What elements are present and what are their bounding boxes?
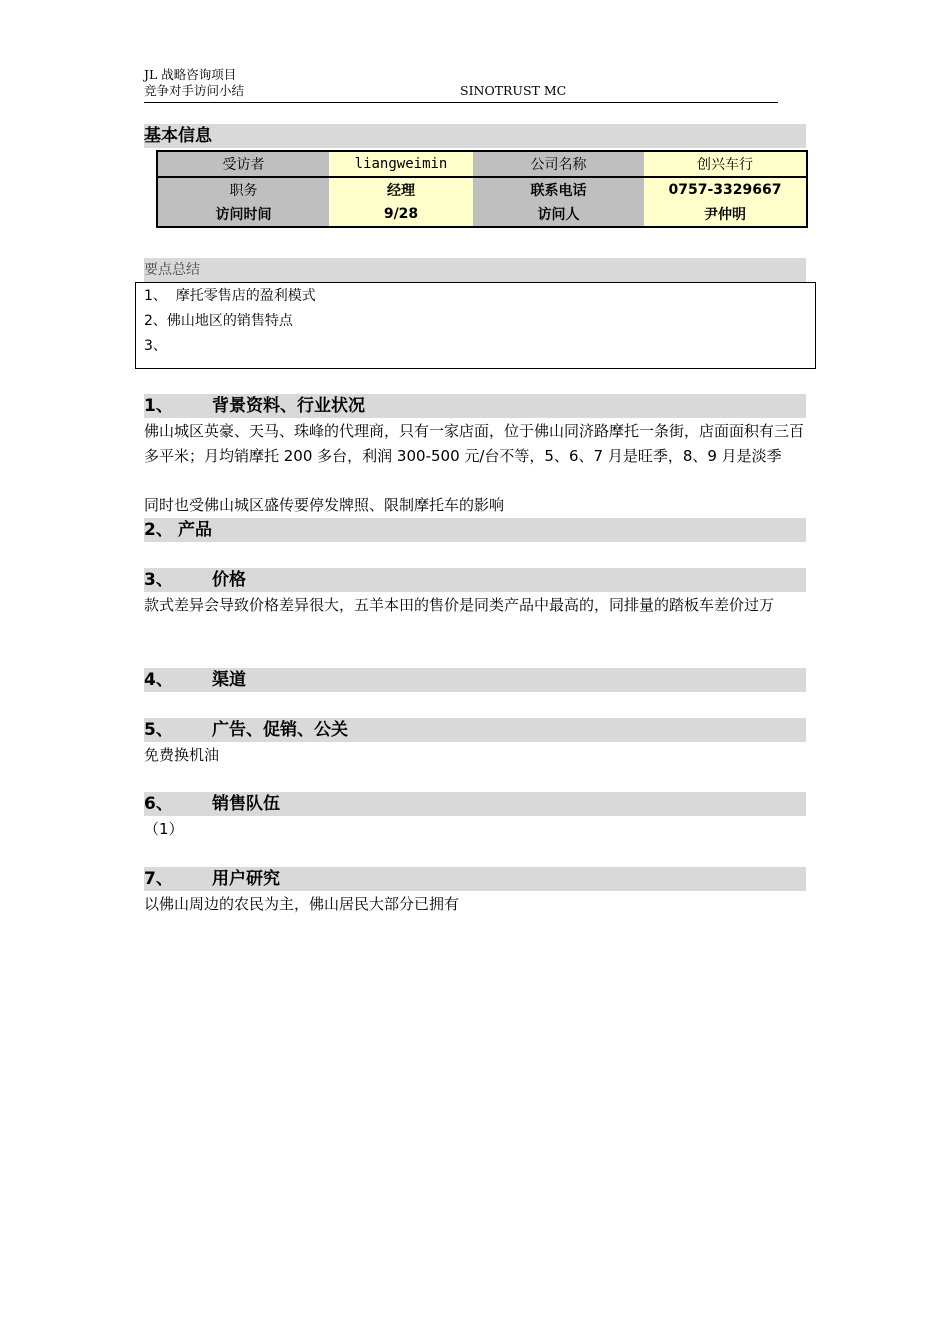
section-5-title: 广告、促销、公关	[212, 720, 348, 740]
section-1-paragraph: 佛山城区英豪、天马、珠峰的代理商，只有一家店面，位于佛山同济路摩托一条街，店面面积有三百多平米；月均销摩托 200 多台，利润 300-500 元/台不等，5、6、7 月是旺季，8、9 月是淡季	[144, 422, 805, 465]
list-item: 2、佛山地区的销售特点	[144, 313, 293, 329]
section-5-paragraph: 免费换机油	[144, 746, 220, 764]
interviewee-value: liangweimin	[329, 151, 473, 177]
summary-box	[135, 282, 816, 369]
section-2-title: 产品	[178, 520, 212, 540]
summary-title: 要点总结	[144, 258, 806, 282]
list-item: 1、 摩托零售店的盈利模式	[144, 288, 316, 304]
section-1-paragraph: 同时也受佛山城区盛传要停发牌照、限制摩托车的影响	[144, 496, 505, 514]
section-2-number: 2、	[144, 520, 173, 540]
position-value: 经理	[329, 177, 473, 202]
table-row	[157, 202, 807, 227]
list-item: 3、	[144, 338, 167, 354]
page-header	[144, 66, 778, 103]
visit-time-value: 9/28	[329, 202, 473, 227]
section-3-number: 3、	[144, 570, 173, 590]
section-6-paragraph: （1）	[144, 820, 184, 838]
section-7-number: 7、	[144, 869, 173, 889]
section-3-paragraph: 款式差异会导致价格差异很大，五羊本田的售价是同类产品中最高的，同排量的踏板车差价过万	[144, 596, 775, 614]
visit-time-label: 访问时间	[157, 202, 329, 227]
visitor-value: 尹仲明	[644, 202, 807, 227]
basic-info-band	[144, 124, 806, 148]
section-7-paragraph: 以佛山周边的农民为主，佛山居民大部分已拥有	[144, 895, 460, 913]
phone-value: 0757-3329667	[644, 177, 807, 202]
interviewee-label: 受访者	[157, 151, 329, 177]
table-row	[157, 151, 807, 177]
position-label: 职务	[157, 177, 329, 202]
section-6-title: 销售队伍	[212, 794, 280, 814]
table-row	[157, 177, 807, 202]
phone-label: 联系电话	[473, 177, 644, 202]
document-title: 竞争对手访问小结	[144, 83, 245, 98]
section-4-title: 渠道	[212, 670, 246, 690]
basic-info-title: 基本信息	[144, 126, 212, 146]
section-7-title: 用户研究	[212, 869, 280, 889]
visitor-label: 访问人	[473, 202, 644, 227]
section-6-number: 6、	[144, 794, 173, 814]
organization-name: SINOTRUST MC	[460, 83, 567, 98]
basic-info-table	[156, 150, 808, 228]
section-5-number: 5、	[144, 720, 173, 740]
section-1-number: 1、	[144, 396, 173, 416]
section-4-number: 4、	[144, 670, 173, 690]
project-name: JL 战略咨询项目	[144, 67, 237, 82]
company-value: 创兴车行	[644, 151, 807, 177]
section-2-band	[144, 518, 806, 542]
section-3-title: 价格	[212, 570, 246, 590]
company-label: 公司名称	[473, 151, 644, 177]
section-1-title: 背景资料、行业状况	[212, 396, 365, 416]
